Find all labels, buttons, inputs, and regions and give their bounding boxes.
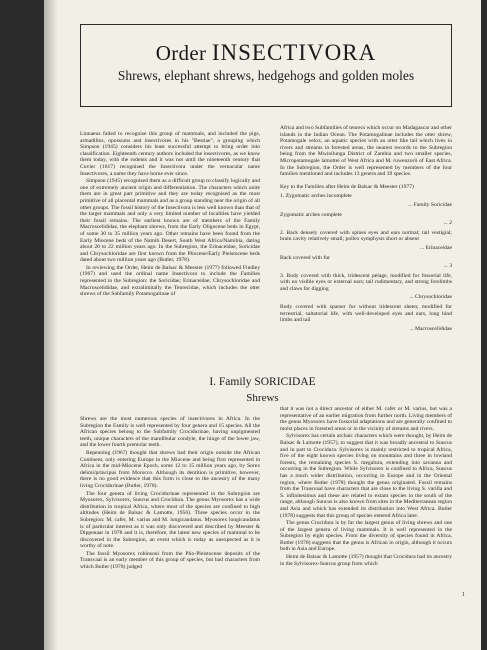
paragraph: The four genera of living Crocidurinae represented in the Subregion are Myosorex, Sylvisorex, Suncus and Crocidura. The genus Myosorex has a wide distribution in tropical Africa, where most of the species are confined to high altitudes (Heim de Balsac & Lamotte, 1956). Three species occur in the Subregion: M. cafer, M. varius and M. longicaudatus. Myosorex longicaudatus is of particular interest as it was only discovered and described by Meester & Dippenaar in 1978 and it is, therefore, the latest new species of mammal to be discovered in the Subregion, an event which is today as unexpected as it is worthy of note. [80, 490, 260, 550]
key-entry: Back covered with fur [280, 254, 330, 261]
paragraph: Africa and two Subfamilies of tenrecs which occur on Madagascar and other islands in the Indian Ocean. The Potamogalinae includes the otter shrew, Potamogale velox, an aquatic species with an otter like tail which lives in rivers and streams in forested areas, the nearest records to the Subregion being from the Mwinilunga District of Zambia and two smaller species, Micropotamogale lamottei of West Africa and M. ruwenzorii of East Africa. In the Subregion, the Order is well represented by members of the four families mentioned and includes 13 genera and 39 species. [280, 125, 452, 178]
key-entry: 2. Back densely covered with spines eyes and ears normal; tail vestigial; brain cavity relatively small; pollex symphysis short or absent [280, 229, 452, 243]
key-result: ... 3 [443, 263, 452, 270]
paragraph: In reviewing the Order, Heim de Balsac & Meester (1977) followed Findley (1967) and used the ordinal name Insectivora to include the Families represented in the Subregion: the Soricidae; Erinaceidae; Chrysochloridae and Macroscelididae, and extralimitally the Tenrecidae, which includes the otter shrews of the Subfamily Potamogalinae of [80, 264, 260, 298]
key-result: ... Erinaceidae [420, 244, 452, 251]
paragraph: that it was not a direct ancestor of either M. cafer or M. varius, but was a representative of an earlier migration from further north. Living members of the genus Myosorex have fossorial adaptations and are generally confined to moist places in forested areas or in the vicinity of streams and rivers. [280, 406, 452, 432]
order-subtitle: Shrews, elephant shrews, hedgehogs and golden moles [117, 68, 415, 83]
paragraph: Repenning (1967) thought that shrews had their origin outside the African Continent, only entering Europe in the Miocene and being first represented in Africa in the mid-Miocene Epoch, some 12 to 15 million years ago, by Sorex dehmi/principus from Morocco. Although its dentition is primitive, however, there is no good evidence that this form is close to the ancestry of the many living Crocidurinae (Butler, 1978). [80, 449, 260, 489]
order-header-box [80, 24, 452, 107]
paragraph: Simpson (1945) recognised them as a difficult group to classify logically and one of extremely ancient origin and differentiation. The characters which unite them are in great part primitive and they are today recognised as the most primitive of all placental mammals and as a group standing near the origin of all other groups. The fossil history of the Insectivora is less well known than that of the larger mammals and only a very limited number of localities have yielded their fossil remains. The earliest known are of members of the Family Macroscelididae, the elephant shrews, from the Early Oligocene beds in Egypt, of some 30 to 35 million years ago. Other remains have been found from the Early Miocene beds of the Namib Desert, South West Africa/Namibia, dating about 20 to 22 million years ago. In the Subregion, the Erinaceidae, Soricidae and Chrysochloridae are first known from the Pliocene/Early Pleistocene beds dated about two million years ago (Butler, 1978). [80, 178, 260, 264]
order-title [81, 40, 451, 66]
key-result: ... 2 [443, 220, 452, 227]
paragraph: Linnaeus failed to recognise this group of mammals, and included the pigs, armadillos, opossums and insectivores in his "Bestiae", a grouping which Simpson (1945) considers his least successful attempt to bring order into classification. Eighteenth century authors included the insectivores, as we know them today, with the rodents and it was not until the nineteenth century that Cuvier (1817) recognised the Insectivora under the vernacular name Insectivores, a name they have borne ever since. [80, 131, 260, 177]
key-result: ... Macroscelididae [409, 325, 452, 332]
key-entry: Body covered with sparser fur without iridescent sheen; modified for terrestrial, saltatorial life, with well-developed eyes and ears, long hind limbs and tail [280, 304, 452, 324]
paragraph: The fossil Myosorex robinsoni from the Plio-Pleistocene deposits of the Transvaal is an early member of this group of species, but had characters from which Butler (1978) judged [80, 550, 260, 571]
family-subheading: Shrews [246, 392, 279, 404]
key-title: Key to the Families after Heim de Balsac & Meester (1977) [280, 183, 414, 190]
family-heading: I. Family SORICIDAE [209, 376, 316, 388]
body-left-column [80, 416, 260, 572]
key-entry: 1. Zygomatic arches incomplete [280, 193, 352, 200]
key-result: ... Chrysochloridae [409, 294, 452, 301]
body-right-column [280, 406, 452, 568]
book-page [44, 0, 481, 650]
paragraph: Shrews are the most numerous species of insectivores in Africa. In the Subregion the Family is well represented by four genera and 15 species. All the African species belong to the Subfamily Crocidurinae, having unpigmented teeth, unique characters of the mandibular condyle, the hinge of the lower jaw, and the lower fourth premolar teeth. [80, 416, 260, 449]
paragraph: Sylvisorex has certain archaic characters which were thought, by Heim de Balsac & Lamotte (1957), to suggest that it was broadly ancestral to Suncus and in part to Crocidura. Sylvisorex is mainly restricted to tropical Africa, five of the eight known species living on mountains and three in lowland forests, the remaining species S. megalura, extending into savanna and occurring in the Subregion. While Sylvisorex is confined to Africa, Suncus has a much wider distribution, occurring in Europe and in the Oriental region, where Butler (1978) thought the genus originated. Fossil remains from the Transvaal have characters that are close to the living S. varilla and S. infinitesimus and these are related to extant species in the south of the range, although Suncus is also known from sites in the Mediterranean region and Asia and which has extended its distribution into West Africa. Butler (1978) suggests that this group of species entered Africa later. [280, 433, 452, 519]
page-number: 1 [462, 592, 465, 598]
key-result: ... Family Soricidae [408, 201, 452, 208]
paragraph: The genus Crocidura is by far the largest genus of living shrews and one of the largest genera of living mammals. It is well represented in the Subregion by eight species. From the diversity of species found in Africa, Butler (1978) suggests that the genus is African in origin, although it occurs both in Asia and Europe. [280, 520, 452, 553]
order-word: Order [155, 41, 207, 65]
intro-left-column [80, 131, 260, 299]
key-entry: 3. Body covered with thick, iridescent pelage, modified for fossorial life, with no visible eyes or external ears; tail rudimentary, and strong forelimbs and claws for digging [280, 272, 452, 292]
book-gutter-shadow [44, 0, 58, 650]
paragraph: Heim de Balsac & Lamotte (1957) thought that Crocidura had its ancestry in the Sylvisorex-Suncus group from which [280, 554, 452, 567]
intro-right-column [280, 125, 452, 335]
order-name: INSECTIVORA [211, 40, 377, 65]
family-key [280, 193, 452, 332]
key-entry: Zygomatic arches complete [280, 211, 342, 218]
